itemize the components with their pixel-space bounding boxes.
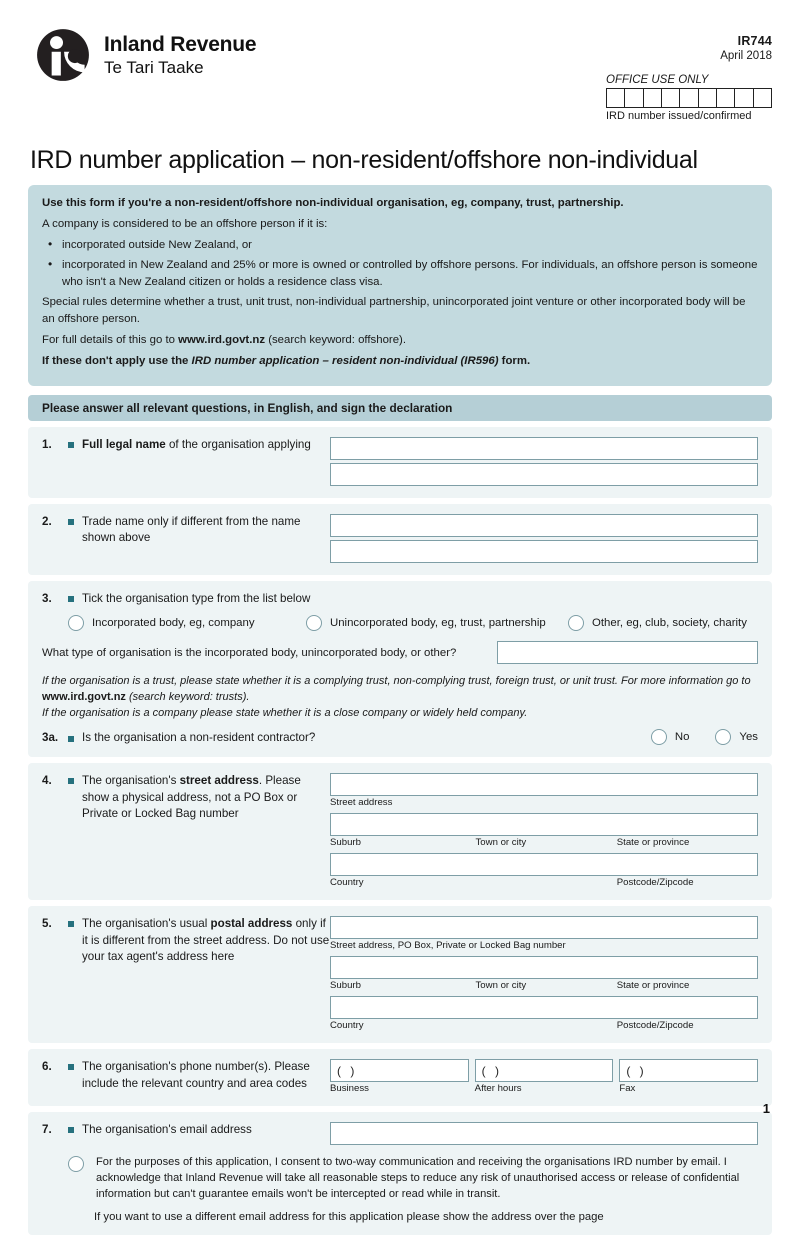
question-2-number: 2. [42,514,52,528]
question-6-block [28,1049,772,1106]
question-5-number: 5. [42,917,52,931]
info-bullet-item: • incorporated in New Zealand and 25% or more is owned or controlled by offshore persons. For individuals, an offshore person is someone who isn't a New Zealand citizen or holds a residence class visa. [42,257,758,291]
radio-option-label: Yes [739,731,758,744]
question-2-block [28,504,772,575]
trade-name-input-line-1[interactable] [330,514,758,537]
info-line-4 [42,332,758,349]
brand-subtitle: Te Tari Taake [104,57,204,77]
info-bullet-list [42,237,758,291]
inland-revenue-koru-logo-icon [36,28,90,82]
question-3a-row [42,729,758,745]
page-number: 1 [762,1101,770,1116]
ird-digit-cell[interactable] [662,89,680,107]
question-5-label-prefix: The organisation's usual [82,917,211,931]
postal-state-province-sublabel: State or province [616,980,690,992]
organisation-type-question: What type of organisation is the incorporated body, unincorporated body, or other? [42,646,457,659]
question-1-label [68,437,330,453]
radio-option-label: Unincorporated body, eg, trust, partnership [330,617,546,630]
question-6-number: 6. [42,1060,52,1074]
question-4-number: 4. [42,774,52,788]
ird-number-grid[interactable] [606,88,772,108]
email-consent-row[interactable] [42,1154,758,1202]
company-note: If the organisation is a company please state whether it is a close company or widely held company. [42,707,528,720]
postal-town-city-sublabel: Town or city [475,980,527,992]
page-header [28,28,772,140]
question-6-label: The organisation's phone number(s). Please include the relevant country and area codes [68,1059,330,1092]
postal-street-sublabel: Street address, PO Box, Private or Locked Bag number [330,940,566,952]
postal-street-address-input[interactable] [330,916,758,939]
business-phone-input[interactable]: ( ) [330,1059,469,1082]
radio-option-incorporated-body[interactable] [68,615,306,631]
organisation-type-input[interactable] [497,641,758,664]
trust-note-part-b: (search keyword: trusts). [125,691,250,704]
fax-input[interactable]: ( ) [619,1059,758,1082]
trust-note-part-a: If the organisation is a trust, please state whether it is a complying trust, non-complying trust, foreign trust, or unit trust. For more information go to [42,675,751,688]
info-bullet-item: • incorporated outside New Zealand, or [42,237,758,254]
question-1-label-bold: Full legal name [82,437,166,451]
organisation-type-row [42,641,758,664]
question-4-label [68,773,330,822]
ird-digit-cell[interactable] [699,89,717,107]
question-7-number: 7. [42,1123,52,1137]
street-address-sublabel: Street address [330,797,393,809]
page-title: IRD number application – non-resident/offshore non-individual [30,146,698,174]
radio-circle-icon[interactable] [68,615,84,631]
business-phone-sublabel: Business [330,1083,369,1095]
after-hours-phone-input[interactable]: ( ) [475,1059,614,1082]
question-5-label [68,916,330,965]
different-email-note: If you want to use a different email address for this application please show the address over the page [94,1211,604,1224]
ird-digit-cell[interactable] [735,89,753,107]
instruction-bar: Please answer all relevant questions, in English, and sign the declaration [28,395,772,421]
radio-option-other[interactable] [568,615,747,631]
ird-website-link[interactable]: www.ird.govt.nz [178,334,266,347]
radio-circle-icon[interactable] [68,1156,84,1172]
info-line-2: A company is considered to be an offshore person if it is: [42,217,328,230]
full-legal-name-input-line-1[interactable] [330,437,758,460]
form-date: April 2018 [720,50,772,62]
question-3-number: 3. [42,591,52,605]
question-3-block [28,581,772,757]
question-5-label-bold: postal address [210,917,293,931]
ir596-form-reference: IRD number application – resident non-individual (IR596) [191,355,499,367]
radio-circle-icon[interactable] [715,729,731,745]
ird-digit-cell[interactable] [644,89,662,107]
suburb-sublabel: Suburb [330,837,361,849]
question-1-label-rest: of the organisation applying [165,437,311,451]
question-4-block [28,763,772,900]
postal-suburb-town-state-input[interactable] [330,956,758,979]
header-right-block [606,28,772,122]
radio-option-label: Other, eg, club, society, charity [592,617,747,630]
radio-option-unincorporated-body[interactable] [306,615,568,631]
postal-postcode-sublabel: Postcode/Zipcode [616,1020,694,1032]
street-address-input[interactable] [330,773,758,796]
info-line-4-suffix: (search keyword: offshore). [265,334,406,347]
country-sublabel: Country [330,877,364,889]
radio-circle-icon[interactable] [306,615,322,631]
info-line-5-suffix: form. [498,355,531,367]
radio-option-label: Incorporated body, eg, company [92,617,255,630]
postal-suburb-sublabel: Suburb [330,980,361,992]
email-consent-text: For the purposes of this application, I consent to two-way communication and receiving the organisations IRD number by email. I acknowledge that Inland Revenue will take all reasonable steps to reduce any risk of unauthorised access or release of confidential information but can't guarantee emails won't be intercepted or read while in transit. [96,1156,740,1201]
question-1-number: 1. [42,437,52,451]
brand-name: Inland Revenue [104,32,257,56]
trust-note [42,674,758,706]
office-use-caption: IRD number issued/confirmed [606,110,752,122]
info-line-5 [42,353,758,370]
info-line-4-prefix: For full details of this go to [42,334,179,347]
email-address-input[interactable] [330,1122,758,1145]
question-7-block [28,1112,772,1235]
question-4-label-rest: . Please show a physical address, not a PO Box or Private or Locked Bag number [82,774,301,821]
question-5-label-rest: only if it is different from the street address. Do not use your tax agent's address here [82,917,330,964]
question-3a-number: 3a. [42,730,59,744]
brand-block [28,28,256,82]
ird-digit-cell[interactable] [754,89,771,107]
town-city-sublabel: Town or city [475,837,527,849]
question-7-label: The organisation's email address [68,1122,330,1138]
ird-digit-cell[interactable] [607,89,625,107]
question-2-label: Trade name only if different from the name shown above [68,514,330,547]
full-legal-name-input-line-2[interactable] [330,463,758,486]
radio-circle-icon[interactable] [651,729,667,745]
ird-website-link[interactable]: www.ird.govt.nz [42,691,126,704]
question-3-label: Tick the organisation type from the list below [68,591,310,607]
ird-digit-cell[interactable] [680,89,698,107]
radio-option-no[interactable] [651,729,690,745]
radio-option-label: No [674,731,690,744]
postal-country-sublabel: Country [330,1020,364,1032]
radio-circle-icon[interactable] [568,615,584,631]
after-hours-phone-sublabel: After hours [474,1083,522,1095]
info-line-3: Special rules determine whether a trust, unit trust, non-individual partnership, unincorporated joint venture or other incorporated body will be an offshore person. [42,296,746,326]
trade-name-input-line-2[interactable] [330,540,758,563]
radio-option-yes[interactable] [715,729,758,745]
question-3a-label: Is the organisation a non-resident contractor? [68,731,651,744]
question-1-block [28,427,772,498]
suburb-town-state-input[interactable] [330,813,758,836]
fax-sublabel: Fax [619,1083,636,1095]
ird-digit-cell[interactable] [625,89,643,107]
form-code: IR744 [737,34,772,48]
postal-country-postcode-input[interactable] [330,996,758,1019]
question-5-block [28,906,772,1043]
info-line-5-prefix: If these don't apply use the [42,355,192,367]
state-province-sublabel: State or province [616,837,690,849]
ird-digit-cell[interactable] [717,89,735,107]
question-4-label-prefix: The organisation's [82,774,180,788]
office-use-block [606,74,772,122]
info-box [28,185,772,386]
postcode-sublabel: Postcode/Zipcode [616,877,694,889]
question-4-label-bold: street address [179,774,259,788]
office-use-label: OFFICE USE ONLY [606,74,709,86]
organisation-type-radio-group [42,615,758,631]
info-line-1: Use this form if you're a non-resident/offshore non-individual organisation, eg, company, trust, partnership. [42,197,624,209]
country-postcode-input[interactable] [330,853,758,876]
